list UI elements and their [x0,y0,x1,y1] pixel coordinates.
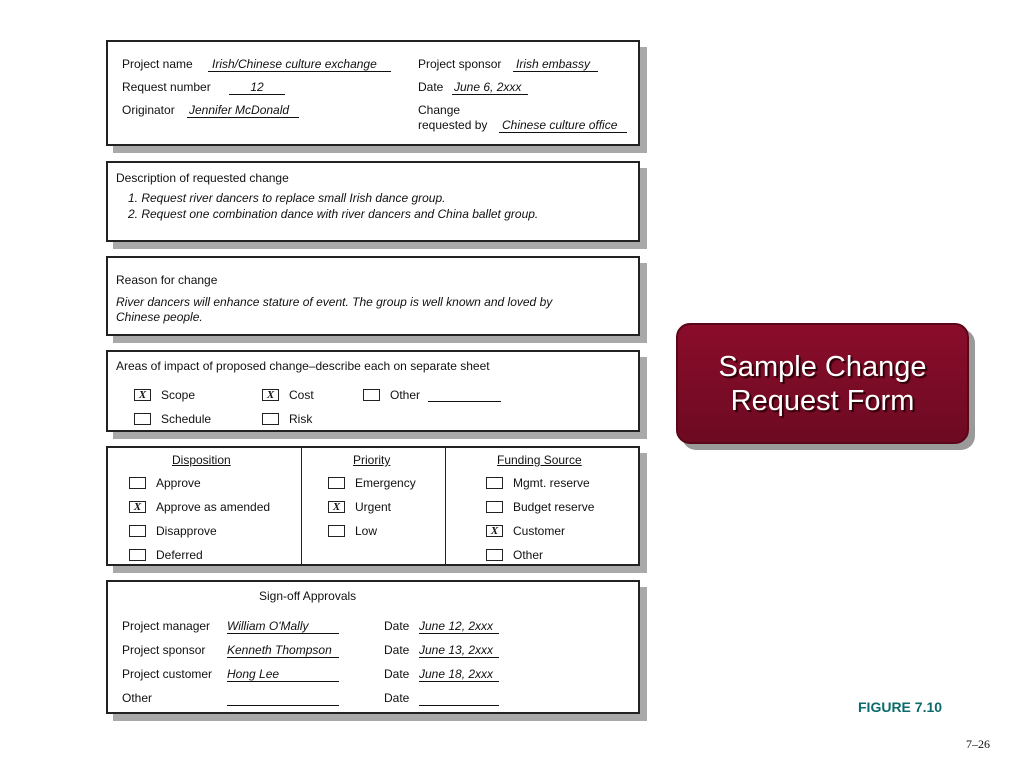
signoff-date-field[interactable] [419,691,499,706]
originator-label: Originator [122,103,175,117]
deferred-label: Deferred [156,548,203,562]
other-funding-label: Other [513,548,544,562]
slide-title-box [676,323,969,444]
reason-line-2[interactable]: Chinese people. [116,310,203,324]
impact-box [106,350,640,432]
budget-reserve-label: Budget reserve [513,500,595,514]
disapprove-label: Disapprove [156,524,217,538]
impact-label: Areas of impact of proposed change–describe each on separate sheet [116,359,490,373]
signoff-name-field[interactable] [227,643,339,658]
project-name-text: Irish/Chinese culture exchange [212,57,377,71]
emergency-label: Emergency [355,476,416,490]
date-text: June 6, 2xxx [454,80,522,94]
other-impact-line[interactable] [428,401,501,402]
signoff-date-text: June 12, 2xxx [419,619,494,633]
disposition-box [106,446,640,566]
signoff-date-text: June 18, 2xxx [419,667,494,681]
risk-label: Risk [289,412,313,426]
schedule-label: Schedule [161,412,212,426]
signoff-title: Sign-off Approvals [259,589,357,603]
check-mark-icon: X [133,501,142,513]
customer-checkbox[interactable] [486,525,503,537]
urgent-checkbox[interactable] [328,501,345,513]
signoff-box [106,580,640,714]
page-number: 7–26 [966,737,990,751]
column-divider [301,448,302,564]
check-mark-icon: X [332,501,341,513]
date-value[interactable] [452,80,528,95]
approve-label: Approve [156,476,201,490]
check-mark-icon: X [266,389,275,401]
low-label: Low [355,524,378,538]
description-label: Description of requested change [116,171,289,185]
deferred-checkbox[interactable] [129,549,146,561]
disposition-header: Disposition [172,453,231,467]
signoff-date-field[interactable] [419,619,499,634]
change-requested-by-text: Chinese culture office [502,118,618,132]
slide-title: Sample Change Request Form [718,350,927,417]
originator-text: Jennifer McDonald [189,103,290,117]
disapprove-checkbox[interactable] [129,525,146,537]
signoff-date-text: June 13, 2xxx [419,643,494,657]
signoff-name-text: Kenneth Thompson [227,643,332,657]
signoff-role: Project customer [122,667,213,681]
reason-box [106,256,640,336]
date-label: Date [418,80,444,94]
reason-line-1[interactable]: River dancers will enhance stature of event. The group is well known and loved by [116,295,553,309]
other-impact-label: Other [390,388,421,402]
signoff-role: Other [122,691,153,705]
budget-reserve-checkbox[interactable] [486,501,503,513]
urgent-label: Urgent [355,500,392,514]
priority-header: Priority [353,453,391,467]
check-mark-icon: X [490,525,499,537]
approve-as-amended-label: Approve as amended [156,500,271,514]
signoff-name-text: William O'Mally [227,619,309,633]
description-box [106,161,640,242]
signoff-name-field[interactable] [227,619,339,634]
signoff-date-label: Date [384,667,410,681]
figure-label: FIGURE 7.10 [858,699,943,715]
column-divider [445,448,446,564]
low-checkbox[interactable] [328,525,345,537]
change-requested-by-value[interactable] [499,118,627,133]
project-sponsor-text: Irish embassy [516,57,591,71]
mgmt-reserve-label: Mgmt. reserve [513,476,590,490]
signoff-name-field[interactable] [227,667,339,682]
approve-as-amended-checkbox[interactable] [129,501,146,513]
reason-label: Reason for change [116,273,218,287]
signoff-date-label: Date [384,619,410,633]
risk-checkbox[interactable] [262,413,279,425]
signoff-name-field[interactable] [227,691,339,706]
request-number-value[interactable]: 12 [229,80,285,95]
scope-label: Scope [161,388,196,402]
description-line-1[interactable]: 1. Request river dancers to replace small Irish dance group. [128,191,446,205]
funding-header: Funding Source [497,453,582,467]
signoff-date-field[interactable] [419,643,499,658]
check-mark-icon: X [138,389,147,401]
signoff-date-field[interactable] [419,667,499,682]
emergency-checkbox[interactable] [328,477,345,489]
mgmt-reserve-checkbox[interactable] [486,477,503,489]
cost-label: Cost [289,388,314,402]
customer-label: Customer [513,524,566,538]
signoff-role: Project sponsor [122,643,206,657]
project-sponsor-label: Project sponsor [418,57,502,71]
other-impact-checkbox[interactable] [363,389,380,401]
description-line-2[interactable]: 2. Request one combination dance with river dancers and China ballet group. [128,207,539,221]
header-info-box [106,40,640,146]
approve-checkbox[interactable] [129,477,146,489]
cost-checkbox[interactable] [262,389,279,401]
change-requested-by-label-1: Change [418,103,461,117]
project-sponsor-value[interactable] [513,57,598,72]
other-funding-checkbox[interactable] [486,549,503,561]
originator-value[interactable] [187,103,299,118]
project-name-label: Project name [122,57,193,71]
signoff-date-label: Date [384,691,410,705]
project-name-value[interactable] [208,57,391,72]
signoff-name-text: Hong Lee [227,667,280,681]
signoff-date-label: Date [384,643,410,657]
scope-checkbox[interactable] [134,389,151,401]
signoff-role: Project manager [122,619,211,633]
request-number-label: Request number [122,80,211,94]
schedule-checkbox[interactable] [134,413,151,425]
change-requested-by-label-2: requested by [418,118,488,132]
